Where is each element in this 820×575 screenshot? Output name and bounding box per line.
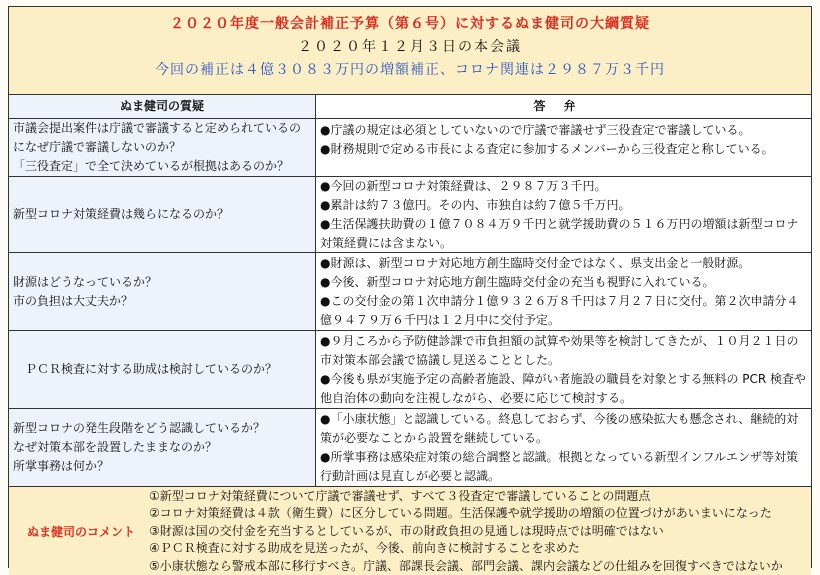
question-line: なぜ対策本部を設置したままなのか？ bbox=[13, 440, 218, 454]
answer-line: ●この交付金の第１次申請分１億９３２６万８千円は７月２７日に交付。第２次申請分４億９４７９万６千円は１２月中に交付予定。 bbox=[320, 293, 799, 327]
answer-line: ●今回の新型コロナ対策経費は、２９８７万３千円。 bbox=[320, 178, 607, 193]
budget-summary: 今回の補正は４億３０８３万円の増額補正、コロナ関連は２９８７万３千円 bbox=[155, 62, 665, 78]
answer-line: ●所掌事務は感染症対策の総合調整と認識。根拠となっている新型インフルエンザ等対策行動計画は見直しが必要と認識。 bbox=[320, 449, 798, 483]
answer-line: ●「小康状態」と認識している。終息しておらず、今後の感染拡大も懸念され、継続的対策が必要なことから設置を継続している。 bbox=[320, 411, 799, 445]
qa-table bbox=[9, 95, 811, 575]
answer-line: ●累計は約７３億円。その内、市独自は約７億５千万円。 bbox=[320, 197, 631, 212]
question-line: 新型コロナの発生段階をどう認識しているか？ bbox=[13, 421, 266, 435]
answer-cell bbox=[316, 253, 811, 330]
answer-cell bbox=[316, 331, 811, 408]
table-header-row bbox=[9, 95, 811, 119]
question-cell bbox=[9, 409, 316, 486]
table-row bbox=[9, 331, 811, 409]
answer-line: ●今後、新型コロナ対応地方創生臨時交付金の充当も視野に入れている。 bbox=[320, 274, 715, 289]
question-line: 市議会提出案件は庁議で審議すると定められているのになぜ庁議で審議しないのか？ bbox=[13, 121, 302, 154]
answer-line: ●財務規則で定める市長による査定に参加するメンバーから三役査定と称している。 bbox=[320, 142, 774, 156]
question-cell bbox=[9, 331, 316, 408]
question-line: 市の負担は大丈夫か？ bbox=[13, 293, 134, 308]
comment-item: ①新型コロナ対策経費について庁議で審議せず、すべて３役査定で審議していることの問題点 bbox=[149, 489, 651, 503]
answer-cell bbox=[316, 177, 811, 252]
answer-cell bbox=[316, 119, 811, 176]
answer-line: ●生活保護扶助費の１億７０８４万９千円と就学援助費の５１６万円の増額は新型コロナ対策経費には含まない。 bbox=[320, 216, 799, 250]
question-line: 「三役査定」で全て決めているが根拠はあるのか？ bbox=[13, 159, 290, 173]
answer-line: ●庁議の規定は必須としていないので庁議で審議せず三役査定で審議している。 bbox=[320, 123, 751, 137]
comment-item: ②コロナ対策経費は４款（衛生費）に区分している問題。生活保護や就学援助の増額の位置づけがあいまいになった bbox=[149, 506, 772, 521]
meeting-date: ２０２０年１２月３日の本会議 bbox=[298, 39, 522, 55]
comment-item: ④ＰＣＲ検査に対する助成を見送ったが、今後、前向きに検討することを求めた bbox=[149, 541, 580, 556]
comment-item: ⑤小康状態なら警戒本部に移行すべき。庁議、部課長会議、部門会議、課内会議などの仕組みを回復すべきではないか bbox=[149, 558, 783, 573]
col-header-answer: 答弁 bbox=[316, 95, 811, 118]
table-row bbox=[9, 119, 811, 177]
document-sheet bbox=[8, 6, 812, 573]
table-row bbox=[9, 253, 811, 331]
answer-line: ●今後も県が実施予定の高齢者施設、障がい者施設の職員を対象とする無料の PCR 検査や他自治体の動向を注視しながら、必要に応じて検討する。 bbox=[320, 371, 807, 405]
comment-list bbox=[149, 487, 811, 575]
question-cell bbox=[9, 253, 316, 330]
col-header-question: ぬま健司の質疑 bbox=[9, 95, 316, 118]
comment-label: ぬま健司のコメント bbox=[27, 524, 136, 539]
question-line: 所掌事務は何か？ bbox=[13, 459, 110, 473]
question-line: 新型コロナ対策経費は幾らになるのか？ bbox=[13, 207, 230, 221]
question-line: 財源はどうなっているか？ bbox=[13, 274, 158, 289]
answer-cell bbox=[316, 409, 811, 486]
question-cell bbox=[9, 119, 316, 176]
page-title: ２０２０年度一般会計補正予算（第６号）に対するぬま健司の大綱質疑 bbox=[170, 16, 650, 32]
answer-line: ●９月ころから予防健診課で市負担額の試算や効果等を検討してきたが、１０月２１日の市対策本部会議で協議し見送ることとした。 bbox=[320, 333, 799, 367]
header bbox=[9, 7, 811, 95]
table-row bbox=[9, 409, 811, 487]
table-row bbox=[9, 177, 811, 253]
comment-section bbox=[9, 487, 811, 575]
comment-item: ③財源は国の交付金を充当するとしているが、市の財政負担の見通しは現時点では明確ではない bbox=[149, 523, 664, 538]
answer-line: ●財源は、新型コロナ対応地方創生臨時交付金ではなく、県支出金と一般財源。 bbox=[320, 255, 751, 270]
question-cell bbox=[9, 177, 316, 252]
question-line: ＰＣＲ検査に対する助成は検討しているのか？ bbox=[25, 362, 278, 376]
